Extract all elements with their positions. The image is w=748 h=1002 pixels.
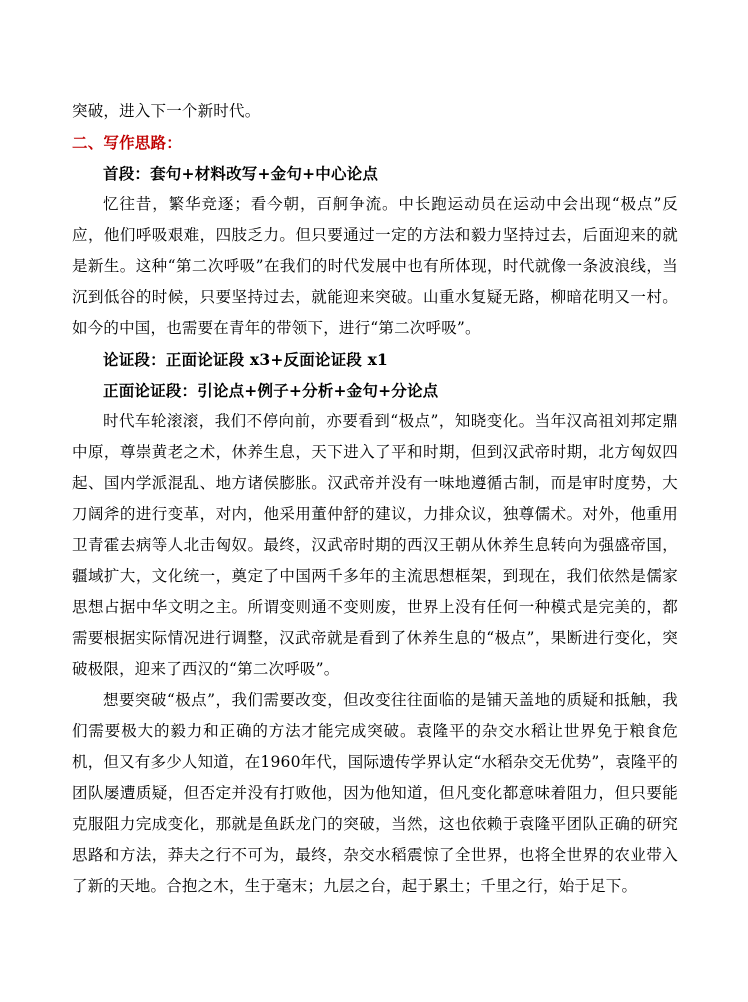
document-body xyxy=(72,96,678,902)
subheading-argument: 论证段：正面论证段 x3+反面论证段 x1 xyxy=(103,350,389,369)
paragraph-intro: 忆往昔，繁华竞逐；看今朝，百舸争流。中长跑运动员在运动中会出现“极点”反应，他们呼吸艰难，四肢乏力。但只要通过一定的方法和毅力坚持过去，后面迎来的就是新生。这种“第二次呼吸”在我们的时代发展中也有所体现，时代就像一条波浪线，当沉到低谷的时候，只要坚持过去，就能迎来突破。山重水复疑无路，柳暗花明又一村。如今的中国，也需要在青年的带领下，进行“第二次呼吸”。 xyxy=(72,195,678,337)
paragraph-han-wudi: 时代车轮滚滚，我们不停向前，亦要看到“极点”，知晓变化。当年汉高祖刘邦定鼎中原，尊崇黄老之术，休养生息，天下进入了平和时期，但到汉武帝时期，北方匈奴四起、国内学派混乱、地方诸侯膨胀。汉武帝并没有一味地遵循古制，而是审时度势，大刀阔斧的进行变革，对内，他采用董仲舒的建议，力排众议，独尊儒术。对外，他重用卫青霍去病等人北击匈奴。最终，汉武帝时期的西汉王朝从休养生息转向为强盛帝国，疆域扩大，文化统一，奠定了中国两千多年的主流思想框架，到现在，我们依然是儒家思想占据中华文明之主。所谓变则通不变则废，世界上没有任何一种模式是完美的，都需要根据实际情况进行调整，汉武帝就是看到了休养生息的“极点”，果断进行变化，突破极限，迎来了西汉的“第二次呼吸”。 xyxy=(72,412,678,678)
paragraph-continuation: 突破，进入下一个新时代。 xyxy=(72,102,261,120)
section-heading: 二、写作思路： xyxy=(72,133,182,152)
subheading-positive-argument: 正面论证段：引论点+例子+分析+金句+分论点 xyxy=(103,381,439,400)
paragraph-yuan-longping: 想要突破“极点”，我们需要改变，但改变往往面临的是铺天盖地的质疑和抵触，我们需要极大的毅力和正确的方法才能完成突破。袁隆平的杂交水稻让世界免于粮食危机，但又有多少人知道，在1960年代，国际遗传学界认定“水稻杂交无优势”，袁隆平的团队屡遭质疑，但否定并没有打败他，因为他知道，但凡变化都意味着阻力，但只要能克服阻力完成变化，那就是鱼跃龙门的突破，当然，这也依赖于袁隆平团队正确的研究思路和方法，莽夫之行不可为，最终，杂交水稻震惊了全世界，也将全世界的农业带入了新的天地。合抱之木，生于毫末；九层之台，起于累土；千里之行，始于足下。 xyxy=(72,691,678,895)
subheading-first-paragraph: 首段：套句+材料改写+金句+中心论点 xyxy=(103,164,379,183)
